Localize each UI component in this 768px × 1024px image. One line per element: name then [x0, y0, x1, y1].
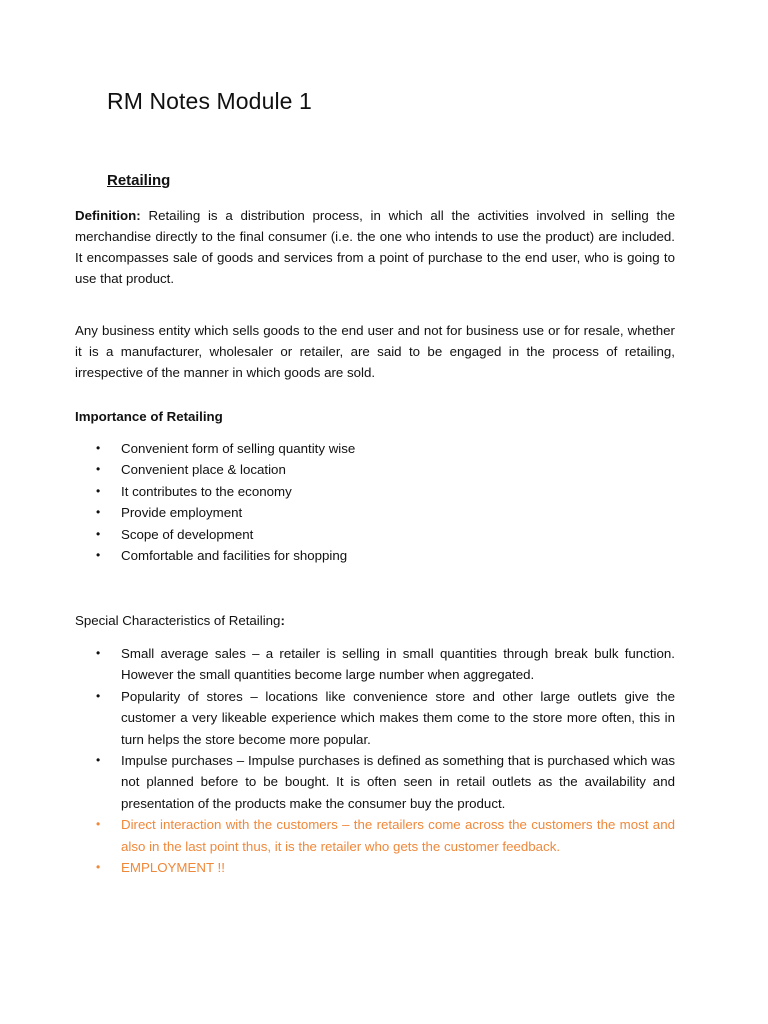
list-item — [75, 750, 675, 814]
list-item-text: Convenient place & location — [121, 462, 286, 478]
definition-text: Retailing is a distribution process, in which all the activities involved in selling the merchandise directly to the final consumer (i.e. the one who intends to use the product) are included. It encompasses sale of goods and services from a point of purchase to the end user, who is going to use that product. — [75, 208, 675, 286]
bullet-icon: • — [96, 646, 101, 660]
list-item — [75, 502, 675, 523]
definition-paragraph — [75, 205, 675, 289]
characteristics-heading — [75, 610, 285, 631]
list-item — [75, 524, 675, 545]
list-item-highlighted — [75, 814, 675, 857]
list-item — [75, 643, 675, 686]
bullet-icon: • — [96, 753, 101, 768]
bullet-icon: • — [96, 462, 101, 477]
bullet-icon: • — [96, 548, 101, 563]
list-item-text: Direct interaction with the customers – the retailers come across the customers the most and also in the last point thus, it is the retailer who gets the customer feedback. — [121, 817, 675, 854]
list-item — [75, 459, 675, 480]
bullet-icon: • — [96, 860, 101, 875]
section-heading-retailing: Retailing — [107, 172, 171, 189]
business-entity-paragraph: Any business entity which sells goods to the end user and not for business use or for resale, whether it is a manufacturer, wholesaler or retailer, are said to be engaged in the process of retailing, irrespective of the manner in which goods are sold. — [75, 323, 675, 380]
definition-label: Definition: — [75, 208, 141, 223]
list-item-text: Comfortable and facilities for shopping — [121, 548, 348, 564]
list-item — [75, 438, 675, 459]
list-item-text: Scope of development — [121, 526, 254, 542]
list-item-text: Convenient form of selling quantity wise — [121, 441, 356, 456]
characteristics-heading-colon: : — [280, 613, 285, 628]
bullet-icon: • — [96, 483, 101, 498]
list-item-text: It contributes to the economy — [121, 483, 292, 499]
importance-heading: Importance of Retailing — [75, 409, 223, 424]
list-item — [75, 686, 675, 750]
list-item-text: Provide employment — [121, 505, 243, 521]
bullet-icon: • — [96, 817, 101, 832]
list-item — [75, 481, 675, 502]
bullet-icon: • — [96, 505, 101, 520]
characteristics-list — [75, 643, 675, 878]
list-item-text: Impulse purchases – Impulse purchases is defined as something that is purchased which was not planned before to be bought. It is often seen in retail outlets as the availability and presentation of the products make the consumer buy the product. — [121, 753, 675, 811]
list-item-text: Small average sales – a retailer is selling in small quantities through break bulk function. However the small quantities become large number when aggregated. — [121, 646, 675, 683]
list-item — [75, 545, 675, 566]
bullet-icon: • — [96, 688, 101, 703]
list-item-highlighted — [75, 857, 675, 878]
list-item-text: Popularity of stores – locations like convenience store and other large outlets give the customer a very likeable experience which makes them come to the store more often, this in turn helps the store become more popular. — [121, 688, 675, 747]
characteristics-heading-text: Special Characteristics of Retailing — [75, 613, 281, 628]
list-item-text: EMPLOYMENT !! — [121, 860, 225, 876]
bullet-icon: • — [96, 526, 101, 541]
page-title: RM Notes Module 1 — [107, 88, 312, 114]
importance-list — [75, 438, 675, 566]
bullet-icon: • — [96, 441, 101, 455]
